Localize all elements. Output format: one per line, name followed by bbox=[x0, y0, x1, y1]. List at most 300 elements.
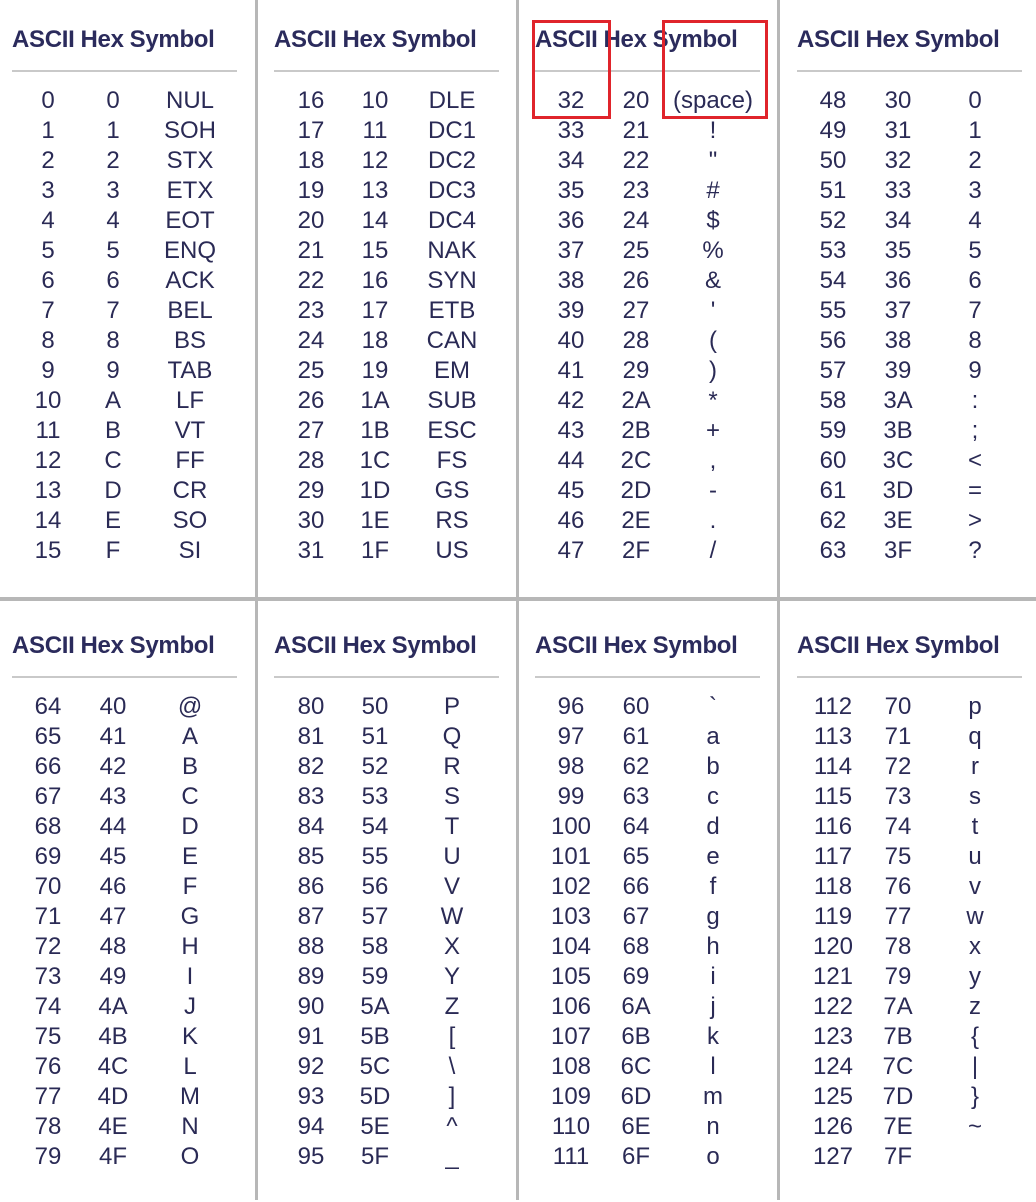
header-underline bbox=[535, 676, 760, 678]
block-header bbox=[797, 26, 1023, 56]
table-row bbox=[785, 842, 1036, 872]
ascii-cell: 88 bbox=[297, 933, 325, 960]
symbol-cell: G bbox=[180, 903, 200, 930]
symbol-cell: / bbox=[709, 537, 717, 564]
symbol-cell: A bbox=[181, 723, 199, 750]
table-row bbox=[523, 1022, 785, 1052]
table-row bbox=[523, 236, 785, 266]
hex-cell: 7 bbox=[106, 297, 120, 324]
table-row bbox=[262, 1112, 524, 1142]
table-row bbox=[262, 692, 524, 722]
hex-cell: 1C bbox=[359, 447, 391, 474]
table-row bbox=[523, 1142, 785, 1172]
ascii-cell: 8 bbox=[41, 327, 55, 354]
ascii-cell: 97 bbox=[557, 723, 585, 750]
ascii-cell: 87 bbox=[297, 903, 325, 930]
hex-cell: 36 bbox=[884, 267, 912, 294]
symbol-cell: SYN bbox=[427, 267, 477, 294]
ascii-cell: 24 bbox=[297, 327, 325, 354]
header-underline bbox=[274, 70, 499, 72]
symbol-cell: L bbox=[183, 1053, 197, 1080]
ascii-cell: 5 bbox=[41, 237, 55, 264]
symbol-cell: STX bbox=[166, 147, 214, 174]
hex-cell: 7A bbox=[883, 993, 913, 1020]
symbol-cell: ) bbox=[709, 357, 717, 384]
symbol-cell: i bbox=[710, 963, 716, 990]
ascii-cell: 1 bbox=[41, 117, 55, 144]
table-row bbox=[523, 476, 785, 506]
hex-cell: 0 bbox=[106, 87, 120, 114]
ascii-cell: 4 bbox=[41, 207, 55, 234]
table-row bbox=[0, 146, 262, 176]
ascii-cell: 37 bbox=[557, 237, 585, 264]
symbol-cell: F bbox=[182, 873, 198, 900]
table-row bbox=[0, 1022, 262, 1052]
hex-cell: 77 bbox=[884, 903, 912, 930]
table-row bbox=[262, 86, 524, 116]
hex-cell: 3E bbox=[883, 507, 913, 534]
hex-cell: 11 bbox=[362, 117, 388, 144]
table-row bbox=[0, 116, 262, 146]
hex-cell: 75 bbox=[884, 843, 912, 870]
ascii-cell: 111 bbox=[552, 1143, 590, 1170]
table-row bbox=[262, 992, 524, 1022]
table-row bbox=[785, 1082, 1036, 1112]
hex-cell: 61 bbox=[622, 723, 650, 750]
hex-cell: 30 bbox=[884, 87, 912, 114]
table-row bbox=[523, 146, 785, 176]
ascii-cell: 78 bbox=[34, 1113, 62, 1140]
ascii-cell: 112 bbox=[813, 693, 853, 720]
symbol-cell: SI bbox=[178, 537, 202, 564]
ascii-cell: 118 bbox=[813, 873, 853, 900]
ascii-cell: 83 bbox=[297, 783, 325, 810]
symbol-cell: R bbox=[443, 753, 461, 780]
table-row bbox=[785, 86, 1036, 116]
ascii-cell: 7 bbox=[41, 297, 55, 324]
symbol-cell: NUL bbox=[165, 87, 215, 114]
table-row bbox=[262, 296, 524, 326]
hex-cell: 51 bbox=[361, 723, 389, 750]
hex-cell: C bbox=[104, 447, 122, 474]
hex-cell: 16 bbox=[361, 267, 389, 294]
hex-cell: 5A bbox=[360, 993, 390, 1020]
ascii-cell: 22 bbox=[297, 267, 325, 294]
ascii-cell: 124 bbox=[812, 1053, 854, 1080]
hex-cell: 6C bbox=[620, 1053, 652, 1080]
symbol-cell: , bbox=[709, 447, 717, 474]
symbol-cell: 3 bbox=[968, 177, 982, 204]
header-underline bbox=[797, 676, 1022, 678]
ascii-cell: 108 bbox=[550, 1053, 592, 1080]
hex-cell: 39 bbox=[884, 357, 912, 384]
hex-cell: 76 bbox=[884, 873, 912, 900]
hex-cell: 6B bbox=[621, 1023, 651, 1050]
ascii-cell: 107 bbox=[550, 1023, 592, 1050]
block-header bbox=[274, 26, 500, 56]
hex-cell: 6D bbox=[620, 1083, 652, 1110]
ascii-cell: 14 bbox=[34, 507, 62, 534]
symbol-cell: O bbox=[180, 1143, 200, 1170]
ascii-cell: 0 bbox=[41, 87, 55, 114]
table-row bbox=[523, 1082, 785, 1112]
hex-cell: 17 bbox=[361, 297, 389, 324]
table-row bbox=[0, 236, 262, 266]
symbol-cell: M bbox=[180, 1083, 200, 1110]
hex-cell: 69 bbox=[622, 963, 650, 990]
hex-cell: 27 bbox=[622, 297, 650, 324]
block-header bbox=[797, 632, 1023, 662]
hex-cell: 2D bbox=[620, 477, 652, 504]
hex-cell: 57 bbox=[361, 903, 389, 930]
hex-cell: 48 bbox=[99, 933, 127, 960]
hex-cell: 5B bbox=[360, 1023, 390, 1050]
hex-cell: 72 bbox=[884, 753, 912, 780]
hex-cell: 4C bbox=[97, 1053, 129, 1080]
table-row bbox=[262, 506, 524, 536]
hex-cell: 58 bbox=[361, 933, 389, 960]
hex-cell: 18 bbox=[361, 327, 389, 354]
hex-cell: 3B bbox=[883, 417, 913, 444]
hex-cell: E bbox=[104, 507, 122, 534]
symbol-cell: FS bbox=[436, 447, 468, 474]
ascii-cell: 117 bbox=[813, 843, 853, 870]
hex-cell: 68 bbox=[622, 933, 650, 960]
ascii-cell: 52 bbox=[819, 207, 847, 234]
symbol-cell: & bbox=[704, 267, 722, 294]
hex-cell: 14 bbox=[361, 207, 389, 234]
symbol-cell: ESC bbox=[427, 417, 477, 444]
ascii-cell: 57 bbox=[819, 357, 847, 384]
ascii-cell: 69 bbox=[34, 843, 62, 870]
symbol-cell: ( bbox=[709, 327, 717, 354]
ascii-cell: 86 bbox=[297, 873, 325, 900]
hex-cell: A bbox=[104, 387, 122, 414]
symbol-cell: " bbox=[708, 147, 718, 174]
ascii-cell: 53 bbox=[819, 237, 847, 264]
ascii-cell: 120 bbox=[812, 933, 854, 960]
table-row bbox=[785, 782, 1036, 812]
hex-cell: 52 bbox=[361, 753, 389, 780]
hex-cell: 33 bbox=[884, 177, 912, 204]
table-row bbox=[0, 296, 262, 326]
hex-cell: D bbox=[104, 477, 122, 504]
symbol-cell: ] bbox=[448, 1083, 456, 1110]
table-row bbox=[523, 962, 785, 992]
ascii-cell: 49 bbox=[819, 117, 847, 144]
header-ascii: ASCII bbox=[535, 26, 598, 53]
ascii-cell: 11 bbox=[35, 417, 61, 444]
hex-cell: 65 bbox=[622, 843, 650, 870]
table-row bbox=[785, 206, 1036, 236]
table-row bbox=[0, 812, 262, 842]
symbol-cell: $ bbox=[706, 207, 720, 234]
hex-cell: 59 bbox=[361, 963, 389, 990]
header-symbol: Symbol bbox=[914, 26, 1000, 53]
table-row bbox=[0, 872, 262, 902]
hex-cell: 2 bbox=[106, 147, 120, 174]
table-rows bbox=[785, 692, 1036, 1172]
ascii-cell: 46 bbox=[557, 507, 585, 534]
ascii-cell: 18 bbox=[297, 147, 325, 174]
header-symbol: Symbol bbox=[652, 632, 738, 659]
header-symbol: Symbol bbox=[391, 26, 477, 53]
symbol-cell: - bbox=[709, 477, 717, 504]
symbol-cell: SO bbox=[172, 507, 208, 534]
symbol-cell: 1 bbox=[968, 117, 982, 144]
ascii-cell: 98 bbox=[557, 753, 585, 780]
table-row bbox=[0, 86, 262, 116]
table-row bbox=[262, 536, 524, 566]
symbol-cell: V bbox=[443, 873, 461, 900]
hex-cell: 24 bbox=[622, 207, 650, 234]
hex-cell: 22 bbox=[622, 147, 650, 174]
table-row bbox=[785, 116, 1036, 146]
ascii-cell: 50 bbox=[819, 147, 847, 174]
ascii-cell: 51 bbox=[819, 177, 847, 204]
table-row bbox=[785, 446, 1036, 476]
hex-cell: 5E bbox=[360, 1113, 390, 1140]
ascii-block-5 bbox=[0, 606, 262, 1202]
ascii-cell: 59 bbox=[819, 417, 847, 444]
hex-cell: 13 bbox=[361, 177, 389, 204]
table-row bbox=[262, 752, 524, 782]
symbol-cell: j bbox=[710, 993, 716, 1020]
ascii-cell: 73 bbox=[34, 963, 62, 990]
ascii-cell: 91 bbox=[297, 1023, 325, 1050]
symbol-cell: w bbox=[966, 903, 984, 930]
ascii-cell: 68 bbox=[34, 813, 62, 840]
ascii-cell: 9 bbox=[41, 357, 55, 384]
table-row bbox=[785, 536, 1036, 566]
table-row bbox=[785, 386, 1036, 416]
table-row bbox=[0, 962, 262, 992]
ascii-cell: 21 bbox=[297, 237, 325, 264]
table-row bbox=[0, 176, 262, 206]
hex-cell: 1E bbox=[360, 507, 390, 534]
table-row bbox=[523, 692, 785, 722]
ascii-cell: 104 bbox=[550, 933, 592, 960]
table-row bbox=[262, 1052, 524, 1082]
ascii-cell: 102 bbox=[550, 873, 592, 900]
ascii-cell: 75 bbox=[34, 1023, 62, 1050]
hex-cell: 7F bbox=[883, 1143, 913, 1170]
hex-cell: 7D bbox=[882, 1083, 914, 1110]
ascii-cell: 116 bbox=[813, 813, 853, 840]
ascii-cell: 54 bbox=[819, 267, 847, 294]
table-row bbox=[262, 326, 524, 356]
symbol-cell: g bbox=[706, 903, 720, 930]
symbol-cell: E bbox=[181, 843, 199, 870]
symbol-cell: ACK bbox=[165, 267, 215, 294]
ascii-cell: 84 bbox=[297, 813, 325, 840]
hex-cell: 21 bbox=[622, 117, 650, 144]
header-symbol: Symbol bbox=[391, 632, 477, 659]
symbol-cell: q bbox=[968, 723, 982, 750]
symbol-cell: EM bbox=[434, 357, 470, 384]
hex-cell: 41 bbox=[99, 723, 127, 750]
header-ascii: ASCII bbox=[797, 632, 860, 659]
ascii-cell: 93 bbox=[297, 1083, 325, 1110]
ascii-cell: 70 bbox=[34, 873, 62, 900]
ascii-cell: 55 bbox=[819, 297, 847, 324]
table-row bbox=[785, 356, 1036, 386]
table-row bbox=[262, 1142, 524, 1172]
header-underline bbox=[12, 676, 237, 678]
table-row bbox=[0, 326, 262, 356]
hex-cell: 38 bbox=[884, 327, 912, 354]
symbol-cell: ! bbox=[709, 117, 717, 144]
table-row bbox=[523, 446, 785, 476]
header-underline bbox=[12, 70, 237, 72]
symbol-cell: < bbox=[967, 447, 983, 474]
row-divider bbox=[0, 597, 1036, 601]
header-underline bbox=[797, 70, 1022, 72]
hex-cell: 29 bbox=[622, 357, 650, 384]
table-row bbox=[785, 992, 1036, 1022]
symbol-cell: ^ bbox=[446, 1113, 458, 1140]
table-row bbox=[785, 752, 1036, 782]
table-row bbox=[0, 506, 262, 536]
hex-cell: 5C bbox=[359, 1053, 391, 1080]
symbol-cell: K bbox=[181, 1023, 199, 1050]
hex-cell: 6F bbox=[621, 1143, 651, 1170]
ascii-cell: 95 bbox=[297, 1143, 325, 1170]
hex-cell: 60 bbox=[622, 693, 650, 720]
hex-cell: 55 bbox=[361, 843, 389, 870]
table-row bbox=[785, 872, 1036, 902]
hex-cell: 49 bbox=[99, 963, 127, 990]
hex-cell: 3F bbox=[883, 537, 913, 564]
table-rows bbox=[0, 86, 262, 566]
table-row bbox=[0, 356, 262, 386]
table-row bbox=[523, 722, 785, 752]
header-ascii: ASCII bbox=[12, 632, 75, 659]
symbol-cell: m bbox=[703, 1083, 723, 1110]
ascii-cell: 89 bbox=[297, 963, 325, 990]
ascii-block-4 bbox=[785, 0, 1036, 596]
ascii-block-2 bbox=[262, 0, 524, 596]
ascii-block-7 bbox=[523, 606, 785, 1202]
ascii-cell: 123 bbox=[812, 1023, 854, 1050]
symbol-cell: X bbox=[443, 933, 461, 960]
symbol-cell: 9 bbox=[968, 357, 982, 384]
symbol-cell: B bbox=[181, 753, 199, 780]
table-row bbox=[785, 506, 1036, 536]
table-row bbox=[523, 386, 785, 416]
table-row bbox=[0, 992, 262, 1022]
table-row bbox=[785, 146, 1036, 176]
table-row bbox=[0, 206, 262, 236]
ascii-cell: 110 bbox=[551, 1113, 591, 1140]
table-row bbox=[0, 752, 262, 782]
hex-cell: 6A bbox=[621, 993, 651, 1020]
ascii-cell: 115 bbox=[813, 783, 853, 810]
ascii-cell: 125 bbox=[812, 1083, 854, 1110]
table-row bbox=[785, 722, 1036, 752]
block-header bbox=[535, 632, 761, 662]
symbol-cell: SOH bbox=[163, 117, 217, 144]
hex-cell: 32 bbox=[884, 147, 912, 174]
symbol-cell: l bbox=[710, 1053, 716, 1080]
symbol-cell: U bbox=[443, 843, 461, 870]
header-ascii: ASCII bbox=[274, 26, 337, 53]
header-ascii: ASCII bbox=[12, 26, 75, 53]
hex-cell: 37 bbox=[884, 297, 912, 324]
table-row bbox=[262, 266, 524, 296]
header-hex: Hex bbox=[865, 632, 909, 659]
ascii-cell: 101 bbox=[550, 843, 592, 870]
ascii-cell: 12 bbox=[34, 447, 62, 474]
symbol-cell: = bbox=[967, 477, 983, 504]
hex-cell: 3A bbox=[883, 387, 913, 414]
symbol-cell: SUB bbox=[427, 387, 477, 414]
table-row bbox=[523, 902, 785, 932]
ascii-cell: 62 bbox=[819, 507, 847, 534]
ascii-cell: 80 bbox=[297, 693, 325, 720]
symbol-cell: ETX bbox=[166, 177, 214, 204]
symbol-cell: H bbox=[181, 933, 199, 960]
symbol-cell: t bbox=[971, 813, 979, 840]
symbol-cell: P bbox=[443, 693, 461, 720]
ascii-cell: 61 bbox=[819, 477, 847, 504]
symbol-cell: e bbox=[706, 843, 720, 870]
ascii-cell: 67 bbox=[34, 783, 62, 810]
hex-cell: 5D bbox=[359, 1083, 391, 1110]
ascii-cell: 99 bbox=[557, 783, 585, 810]
symbol-cell: y bbox=[969, 963, 981, 990]
symbol-cell: DC3 bbox=[427, 177, 477, 204]
ascii-cell: 66 bbox=[34, 753, 62, 780]
ascii-cell: 35 bbox=[557, 177, 585, 204]
hex-cell: 73 bbox=[884, 783, 912, 810]
ascii-cell: 77 bbox=[34, 1083, 62, 1110]
table-row bbox=[262, 722, 524, 752]
ascii-cell: 36 bbox=[557, 207, 585, 234]
symbol-cell: # bbox=[706, 177, 720, 204]
ascii-cell: 127 bbox=[812, 1143, 854, 1170]
table-row bbox=[262, 116, 524, 146]
symbol-cell: LF bbox=[175, 387, 205, 414]
symbol-cell: CAN bbox=[426, 327, 478, 354]
table-row bbox=[785, 326, 1036, 356]
table-row bbox=[0, 386, 262, 416]
header-symbol: Symbol bbox=[129, 26, 215, 53]
symbol-cell: \ bbox=[448, 1053, 456, 1080]
table-row bbox=[262, 902, 524, 932]
symbol-cell: { bbox=[970, 1023, 980, 1050]
hex-cell: B bbox=[104, 417, 122, 444]
symbol-cell: ; bbox=[971, 417, 979, 444]
table-row bbox=[523, 932, 785, 962]
hex-cell: 5F bbox=[360, 1143, 390, 1170]
hex-cell: 10 bbox=[361, 87, 389, 114]
table-row bbox=[262, 386, 524, 416]
header-hex: Hex bbox=[603, 26, 647, 53]
ascii-cell: 27 bbox=[297, 417, 325, 444]
table-row bbox=[785, 812, 1036, 842]
hex-cell: 2F bbox=[621, 537, 651, 564]
symbol-cell: ` bbox=[709, 693, 717, 720]
table-row bbox=[785, 266, 1036, 296]
ascii-cell: 65 bbox=[34, 723, 62, 750]
header-hex: Hex bbox=[80, 26, 124, 53]
symbol-cell: * bbox=[708, 387, 718, 414]
highlight-ascii-box bbox=[532, 20, 611, 119]
ascii-cell: 71 bbox=[34, 903, 62, 930]
ascii-cell: 60 bbox=[819, 447, 847, 474]
table-row bbox=[523, 206, 785, 236]
